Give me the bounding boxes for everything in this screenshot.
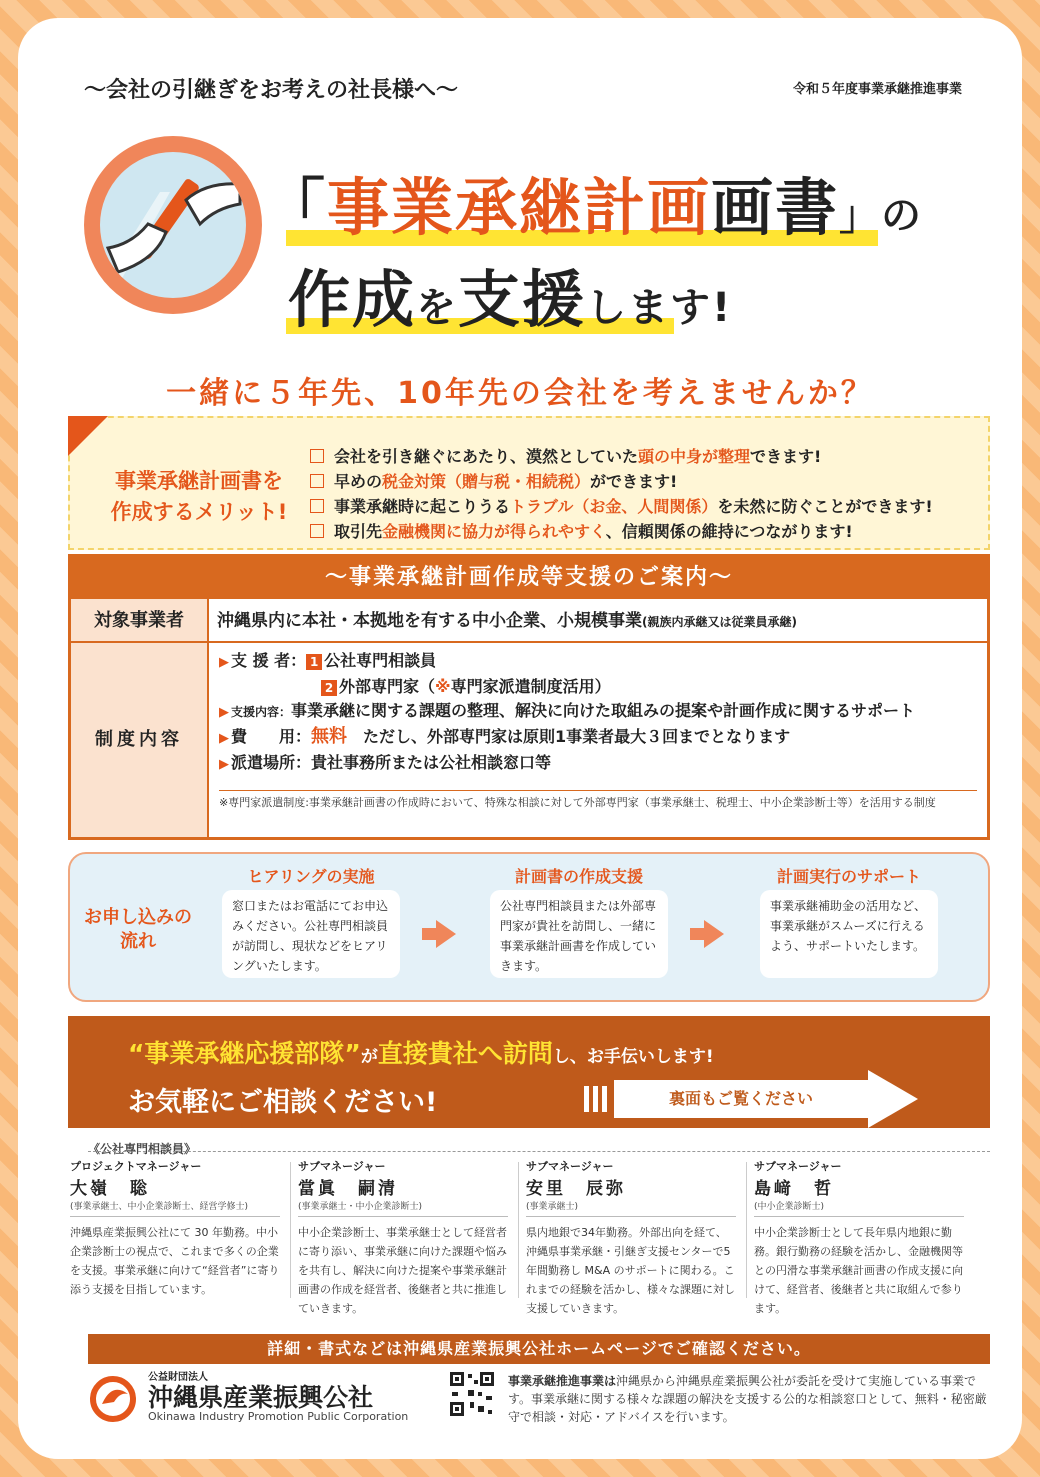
merit-title: 事業承継計画書を 作成するメリット! — [110, 469, 288, 524]
org-logo-icon — [88, 1374, 138, 1424]
consultant-card: サブマネージャー 當眞 嗣清 (事業承継士・中小企業診断士) 中小企業診断士、事業承継士として経営者に寄り添い、事業承継に向けた課題や悩みを共有し、解決に向けた提案や事業承継計画書の作成を経営者、後継者と共に推進していきます。 — [298, 1160, 507, 1315]
divider — [209, 641, 987, 643]
merit-item: 事業承継時に起こりうるトラブル（お金、人間関係）を未然に防ぐことができます! — [310, 494, 933, 519]
checkbox-icon — [310, 524, 324, 538]
triangle-bullet-icon: ▶ — [219, 757, 229, 772]
guide-table — [68, 554, 990, 840]
flyer-page — [18, 18, 1022, 1459]
consultant-card: プロジェクトマネージャー 大嶺 聡 (事業承継士、中小企業診断士、経営学修士) 沖縄県産業振興公社にて 30 年勤務。中小企業診断士の視点で、これまで多くの企業を支援。事業承継に向けて“経営者”に寄り添う支援を目指しています。 — [70, 1160, 280, 1296]
subtitle: ～会社の引継ぎをお考えの社長様へ～ — [84, 78, 459, 103]
triangle-bullet-icon: ▶ — [219, 655, 229, 670]
divider — [219, 790, 977, 791]
arrow-icon — [422, 928, 436, 940]
org-prefix: 公益財団法人 — [148, 1372, 208, 1383]
merit-list — [310, 444, 933, 544]
headline-line-2: 作成を支援します! — [288, 263, 733, 336]
baton-pass-icon — [84, 136, 262, 314]
qr-code-icon[interactable] — [448, 1370, 496, 1418]
corner-triangle — [68, 416, 108, 456]
system-details: ▶ 支 援 者： 1 公社専門相談員 2 外部専門家（※専門家派遣制度活用） ▶ 支援内容：事業承継に関する課題の整理、解決に向けた取組みの提案や計画作成に関するサポート ▶ 費 用：無料 ただし、外部専門家は原則1事業者最大３回までとなります ▶ 派遣場所：貴社事務所または公社相談窓口等 — [219, 651, 916, 772]
arrow-right-icon — [704, 920, 724, 948]
merit-item: 会社を引き継ぐにあたり、漠然としていた頭の中身が整理できます! — [310, 444, 933, 469]
step-1-heading: ヒアリングの実施 — [247, 867, 375, 886]
footnote: ※専門家派遣制度:事業承継計画書の作成時において、特殊な相談に対して外部専門家（事業承継士、税理士、中小企業診断士等）を活用する制度 — [219, 796, 936, 809]
banner-line-1: “事業承継応援部隊”が直接貴社へ訪問し、お手伝いします! — [128, 1039, 714, 1068]
guide-heading: ～事業承継計画作成等支援のご案内～ — [71, 557, 987, 599]
step-1-body: 窓口またはお電話にてお申込みください。公社専門相談員が訪問し、現状などをヒアリングいたします。 — [222, 890, 400, 978]
step-2-heading: 計画書の作成支援 — [514, 867, 643, 886]
stripe-decoration — [584, 1086, 611, 1116]
flow-title: お申し込みの 流れ — [84, 907, 192, 952]
see-back-link[interactable]: 裏面もご覧ください — [614, 1080, 868, 1118]
headline-line-1: 「事業承継計画画書」の — [263, 171, 924, 244]
target-value: 沖縄県内に本社・本拠地を有する中小企業、小規模事業(親族内承継又は従業員承継) — [217, 611, 797, 631]
system-label: 制度内容 — [71, 643, 209, 837]
step-3-heading: 計画実行のサポート — [776, 867, 921, 886]
divider — [88, 1151, 990, 1153]
checkbox-icon — [310, 499, 324, 513]
consultants-label: 《公社専門相談員》 — [88, 1142, 197, 1156]
org-name: 沖縄県産業振興公社 — [148, 1383, 374, 1412]
checkbox-icon — [310, 449, 324, 463]
banner-line-2: お気軽にご相談ください! — [128, 1087, 438, 1118]
target-label: 対象事業者 — [71, 599, 209, 643]
step-2-body: 公社専門相談員または外部専門家が貴社を訪問し、一緒に事業承継計画書を作成していきます。 — [490, 890, 668, 978]
arrow-icon — [690, 928, 704, 940]
triangle-bullet-icon: ▶ — [219, 731, 229, 746]
divider — [746, 1162, 747, 1298]
arrow-right-icon — [436, 920, 456, 948]
consultant-card: サブマネージャー 島﨑 哲 (中小企業診断士) 中小企業診断士として長年県内地銀に勤務。銀行勤務の経験を活かし、金融機関等との円滑な事業承継計画書の作成支援に向けて、経営者、後継者と共に取組んで参ります。 — [754, 1160, 963, 1315]
triangle-bullet-icon: ▶ — [219, 705, 229, 720]
divider — [290, 1162, 291, 1298]
merit-item: 取引先金融機関に協力が得られやすく、信頼関係の維持につながります! — [310, 519, 933, 544]
divider — [518, 1162, 519, 1298]
website-notice[interactable]: 詳細・書式などは沖縄県産業振興公社ホームページでご確認ください。 — [88, 1334, 990, 1364]
org-name-english: Okinawa Industry Promotion Public Corporation — [148, 1410, 409, 1423]
step-3-body: 事業承継補助金の活用など、事業承継がスムーズに行えるよう、サポートいたします。 — [760, 890, 938, 978]
merit-item: 早めの税金対策（贈与税・相続税）ができます! — [310, 469, 933, 494]
checkbox-icon — [310, 474, 324, 488]
fiscal-year-label: 令和５年度事業承継推進事業 — [792, 82, 962, 97]
arrow-right-icon — [868, 1070, 918, 1128]
consultant-card: サブマネージャー 安里 辰弥 (事業承継士) 県内地銀で34年勤務。外部出向を経て、沖縄県事業承継・引継ぎ支援センターで5年間勤務し M&A のサポートに関わる。これまでの経験を活かし、様々な課題に対し支援していきます。 — [526, 1160, 735, 1315]
program-description: 事業承継推進事業は沖縄県から沖縄県産業振興公社が委託を受けて実施している事業です。事業承継に関する様々な課題の解決を支援する公的な相談窓口として、無料・秘密厳守で相談・対応・アドバイスを行います。 — [508, 1374, 987, 1424]
tagline: 一緒に５年先、10年先の会社を考えませんか？ — [166, 376, 874, 411]
